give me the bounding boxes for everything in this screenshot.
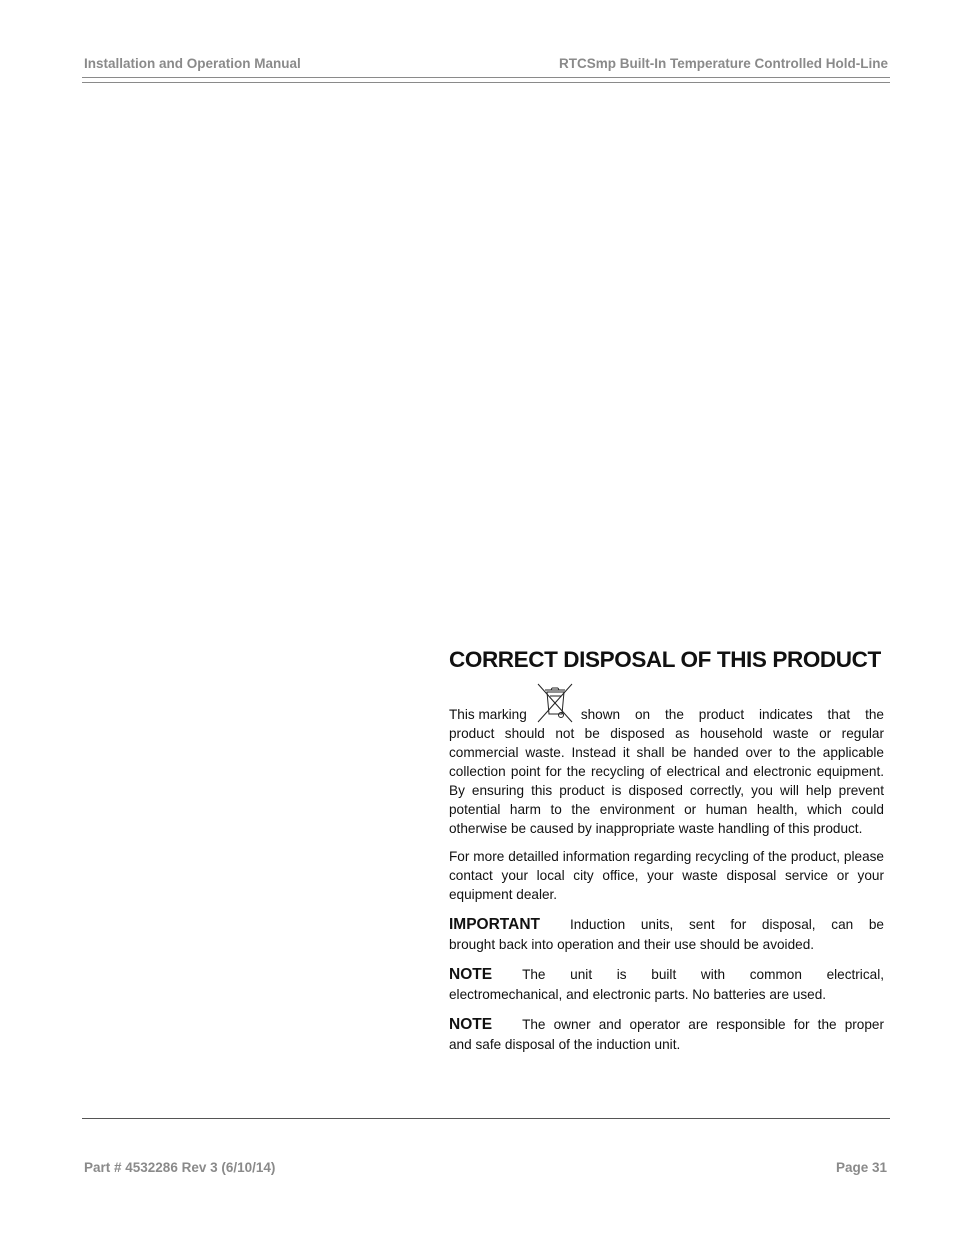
marking-word: the bbox=[664, 707, 684, 722]
header-manual-title: Installation and Operation Manual bbox=[84, 56, 301, 71]
marking-word: product bbox=[698, 707, 745, 722]
recycling-info-paragraph: For more detailled information regarding recycling of the product, please contact your local city office, your waste disposal service or your equipment dealer. bbox=[449, 849, 884, 902]
note-disposal-rest: and safe disposal of the induction unit. bbox=[449, 1037, 681, 1052]
crossed-out-wheelie-bin-icon bbox=[535, 682, 575, 724]
important-notice bbox=[449, 915, 884, 955]
important-rest: brought back into operation and their use should be avoided. bbox=[449, 937, 815, 952]
footer-page-number: Page 31 bbox=[835, 1160, 887, 1175]
marking-word: the bbox=[865, 707, 884, 722]
footer-divider bbox=[82, 1118, 890, 1119]
marking-word: shown bbox=[580, 707, 621, 722]
note-label: NOTE bbox=[449, 966, 493, 983]
disposal-section bbox=[449, 644, 884, 1055]
marking-word: on bbox=[634, 707, 651, 722]
disposal-paragraph: product should not be disposed as household waste or regular commercial waste. Instead it shall be handed over to the applicable collection point for the recycling of electrical and electronic equipment. By ensuring this product is disposed correctly, you will help prevent potential harm to the environment or human health, which could otherwise be caused by inappropriate waste handling of this product. bbox=[449, 726, 884, 836]
note-notice-disposal bbox=[449, 1015, 884, 1055]
note-parts-rest: electromechanical, and electronic parts. No batteries are used. bbox=[449, 987, 827, 1002]
note-disposal-first-line: The owner and operator are responsible for the proper bbox=[522, 1017, 884, 1032]
marking-lead-text: This marking bbox=[449, 707, 527, 722]
marking-word: indicates bbox=[758, 707, 813, 722]
section-title: CORRECT DISPOSAL OF THIS PRODUCT bbox=[449, 647, 881, 672]
important-label: IMPORTANT bbox=[449, 916, 540, 933]
header-divider bbox=[82, 77, 890, 83]
important-first-line: Induction units, sent for disposal, can be bbox=[569, 917, 884, 932]
marking-line bbox=[449, 682, 884, 724]
marking-follow-text bbox=[581, 705, 884, 724]
header-product-title: RTCSmp Built-In Temperature Controlled Hold-Line bbox=[559, 56, 888, 71]
marking-word: that bbox=[827, 707, 851, 722]
note-label: NOTE bbox=[449, 1016, 493, 1033]
note-notice-parts bbox=[449, 965, 884, 1005]
note-parts-first-line: The unit is built with common electrical, bbox=[522, 967, 884, 982]
footer-part-number: Part # 4532286 Rev 3 (6/10/14) bbox=[84, 1160, 276, 1175]
